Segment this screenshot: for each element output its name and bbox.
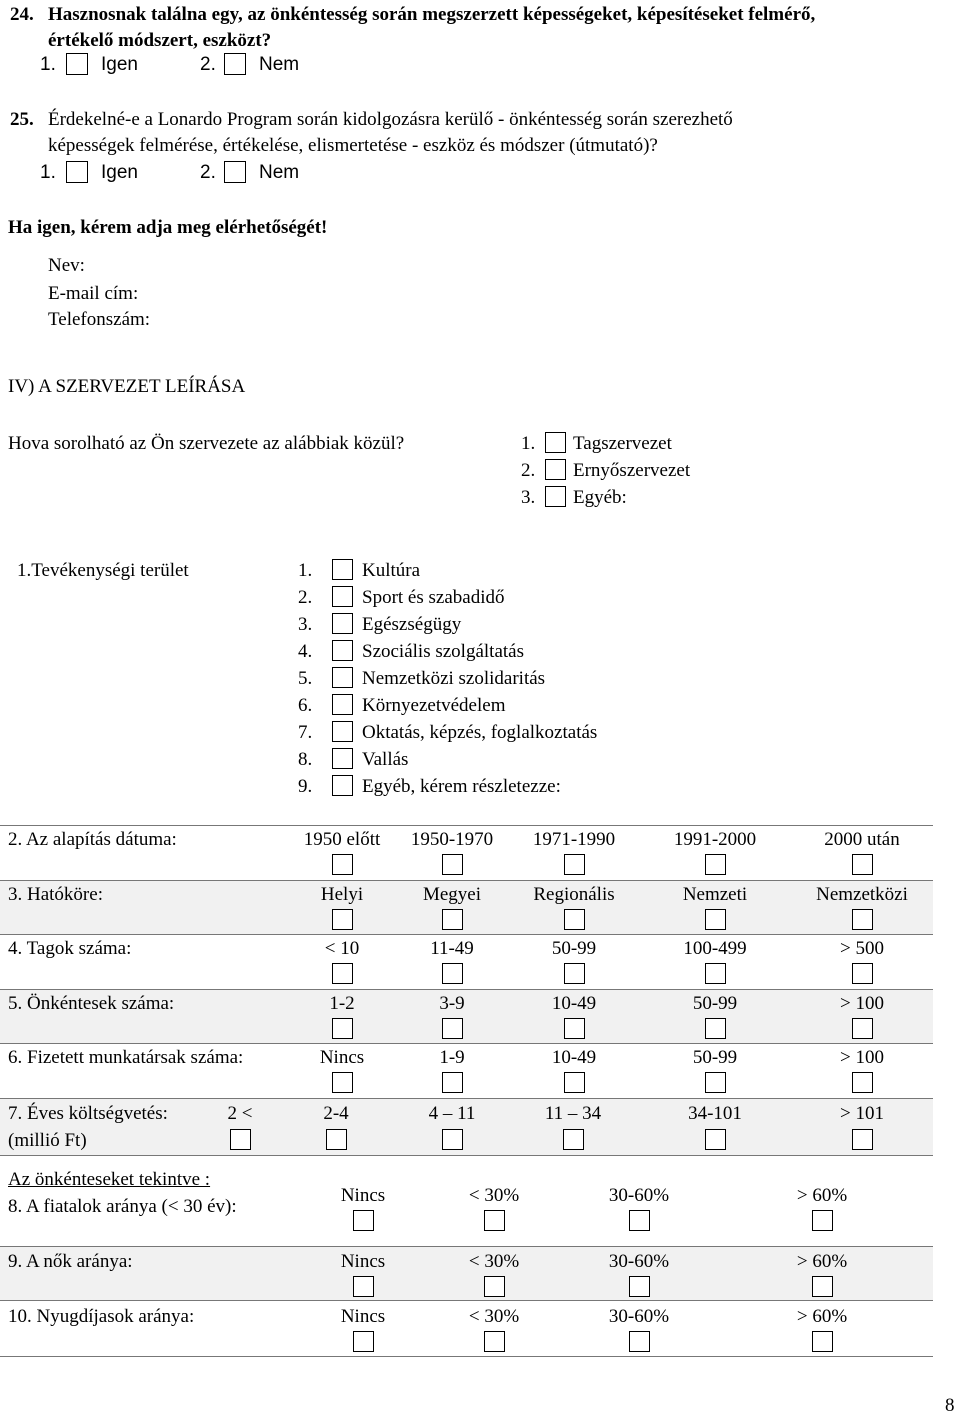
q25-opt2-num: 2.: [200, 162, 216, 183]
volunteer-option-label-1-3: 30-60%: [608, 1185, 670, 1206]
contact-name-label: Nev:: [48, 255, 85, 276]
table-option-checkbox-4-2[interactable]: [442, 1018, 463, 1039]
volunteer-option-checkbox-2-2[interactable]: [484, 1276, 505, 1297]
volunteer-option-label-3-2: < 30%: [468, 1306, 520, 1327]
table-option-label-2-4: Nemzeti: [682, 883, 748, 905]
activity-checkbox-8[interactable]: [332, 748, 353, 769]
volunteer-option-checkbox-3-2[interactable]: [484, 1331, 505, 1352]
volunteer-option-checkbox-1-4[interactable]: [812, 1210, 833, 1231]
table-option-checkbox-2-3[interactable]: [564, 909, 585, 930]
page-number: 8: [945, 1395, 955, 1416]
budget-option-label-5: 34-101: [688, 1103, 742, 1124]
table-option-label-2-3: Regionális: [533, 883, 615, 905]
table-option-checkbox-3-1[interactable]: [332, 963, 353, 984]
table-option-checkbox-3-2[interactable]: [442, 963, 463, 984]
q24-nem-checkbox[interactable]: [224, 53, 246, 75]
activity-num-7: 7.: [298, 722, 313, 743]
volunteer-option-checkbox-3-4[interactable]: [812, 1331, 833, 1352]
table-option-label-3-1: < 10: [324, 938, 360, 960]
activity-label-5: Nemzetközi szolidaritás: [362, 668, 546, 689]
q25-text-line2: képességek felmérése, értékelése, elismertetése - eszköz és módszer (útmutató)?: [48, 135, 658, 156]
q25-igen-checkbox[interactable]: [66, 161, 88, 183]
activity-num-9: 9.: [298, 776, 313, 797]
contact-phone-label: Telefonszám:: [48, 309, 151, 330]
org-type-label-1: Tagszervezet: [573, 433, 672, 454]
org-type-num-3: 3.: [521, 487, 536, 508]
activity-label-9: Egyéb, kérem részletezze:: [362, 776, 561, 797]
table-row-label-4: 5. Önkéntesek száma:: [8, 992, 175, 1014]
table-row-label-5: 6. Fizetett munkatársak száma:: [8, 1047, 244, 1069]
volunteer-option-checkbox-3-3[interactable]: [629, 1331, 650, 1352]
q25-opt2-label: Nem: [259, 162, 300, 183]
q24-number: 24.: [10, 4, 34, 25]
table-option-label-5-1: Nincs: [319, 1047, 365, 1069]
volunteers-heading: Az önkénteseket tekintve :: [8, 1169, 211, 1190]
activity-num-2: 2.: [298, 587, 313, 608]
activity-label-6: Környezetvédelem: [362, 695, 506, 716]
q24-opt1-label: Igen: [101, 54, 138, 75]
budget-option-checkbox-6[interactable]: [852, 1129, 873, 1150]
table-row-divider-3: [0, 989, 933, 990]
q25-nem-checkbox[interactable]: [224, 161, 246, 183]
activity-num-4: 4.: [298, 641, 313, 662]
activity-checkbox-5[interactable]: [332, 667, 353, 688]
table-option-checkbox-5-2[interactable]: [442, 1072, 463, 1093]
activity-num-3: 3.: [298, 614, 313, 635]
table-option-checkbox-2-5[interactable]: [852, 909, 873, 930]
q24-text-line2: értékelő módszert, eszközt?: [48, 30, 272, 51]
volunteer-option-checkbox-1-3[interactable]: [629, 1210, 650, 1231]
activity-num-1: 1.: [298, 560, 313, 581]
table-row-divider-2: [0, 934, 933, 935]
table-option-checkbox-1-3[interactable]: [564, 854, 585, 875]
activity-checkbox-4[interactable]: [332, 640, 353, 661]
table-option-checkbox-1-5[interactable]: [852, 854, 873, 875]
org-type-num-2: 2.: [521, 460, 536, 481]
contact-prompt: Ha igen, kérem adja meg elérhetőségét!: [8, 217, 328, 238]
table-option-checkbox-3-3[interactable]: [564, 963, 585, 984]
table-option-label-2-2: Megyei: [422, 883, 482, 905]
volunteer-option-label-3-1: Nincs: [340, 1306, 386, 1327]
q24-opt2-num: 2.: [200, 54, 216, 75]
org-type-label-3: Egyéb:: [573, 487, 627, 508]
budget-option-label-4: 11 – 34: [544, 1103, 602, 1124]
table-row-divider-8: [0, 1300, 933, 1301]
table-option-label-5-3: 10-49: [551, 1047, 597, 1069]
org-type-label-2: Ernyőszervezet: [573, 460, 691, 481]
table-option-label-5-5: > 100: [840, 1047, 884, 1069]
q24-text-line1: Hasznosnak találna egy, az önkéntesség során megszerzett képességeket, képesítéseket felmérő,: [48, 4, 816, 25]
activity-checkbox-1[interactable]: [332, 559, 353, 580]
budget-option-checkbox-3[interactable]: [442, 1129, 463, 1150]
table-option-checkbox-1-2[interactable]: [442, 854, 463, 875]
budget-option-checkbox-5[interactable]: [705, 1129, 726, 1150]
budget-option-checkbox-2[interactable]: [326, 1129, 347, 1150]
table-option-checkbox-5-5[interactable]: [852, 1072, 873, 1093]
section-title: IV) A SZERVEZET LEÍRÁSA: [8, 376, 246, 397]
volunteer-option-checkbox-2-3[interactable]: [629, 1276, 650, 1297]
volunteer-option-label-2-4: > 60%: [796, 1251, 848, 1272]
table-option-checkbox-2-1[interactable]: [332, 909, 353, 930]
table-option-checkbox-1-1[interactable]: [332, 854, 353, 875]
q24-opt1-num: 1.: [40, 54, 56, 75]
table-row-label-3: 4. Tagok száma:: [8, 938, 132, 960]
table-option-label-2-5: Nemzetközi: [816, 883, 908, 905]
table-option-label-3-2: 11-49: [430, 938, 474, 960]
activity-label-8: Vallás: [362, 749, 409, 770]
q25-text-line1: Érdekelné-e a Lonardo Program során kidolgozásra kerülő - önkéntesség során szerezhető: [48, 109, 733, 130]
table-row-divider-5: [0, 1098, 933, 1099]
budget-option-checkbox-4[interactable]: [563, 1129, 584, 1150]
activity-checkbox-3[interactable]: [332, 613, 353, 634]
table-top-divider: [0, 825, 933, 826]
table-option-label-3-5: > 500: [840, 938, 884, 960]
table-option-checkbox-3-5[interactable]: [852, 963, 873, 984]
table-row-divider-9: [0, 1356, 933, 1357]
table-option-label-4-5: > 100: [840, 992, 884, 1014]
volunteer-option-label-3-3: 30-60%: [608, 1306, 670, 1327]
table-option-checkbox-5-4[interactable]: [705, 1072, 726, 1093]
activity-label-2: Sport és szabadidő: [362, 587, 505, 608]
activity-label-3: Egészségügy: [362, 614, 462, 635]
org-type-checkbox-2[interactable]: [545, 459, 566, 480]
activity-num-5: 5.: [298, 668, 313, 689]
budget-option-label-3: 4 – 11: [428, 1103, 476, 1124]
table-option-label-3-3: 50-99: [551, 938, 597, 960]
q25-opt1-num: 1.: [40, 162, 56, 183]
volunteer-option-label-1-1: Nincs: [340, 1185, 386, 1206]
activity-label: 1.Tevékenységi terület: [17, 560, 189, 581]
budget-option-label-6: > 101: [840, 1103, 884, 1124]
table-option-checkbox-5-3[interactable]: [564, 1072, 585, 1093]
volunteer-option-checkbox-2-1[interactable]: [353, 1276, 374, 1297]
table-row-divider-6: [0, 1155, 933, 1156]
activity-label-7: Oktatás, képzés, foglalkoztatás: [362, 722, 598, 743]
activity-num-8: 8.: [298, 749, 313, 770]
table-option-checkbox-2-2[interactable]: [442, 909, 463, 930]
table-row-divider-1: [0, 880, 933, 881]
volunteer-option-label-2-3: 30-60%: [608, 1251, 670, 1272]
table-row-label-2: 3. Hatóköre:: [8, 883, 103, 905]
table-option-label-4-3: 10-49: [551, 992, 597, 1014]
activity-label-4: Szociális szolgáltatás: [362, 641, 524, 662]
org-type-num-1: 1.: [521, 433, 536, 454]
org-type-question: Hova sorolható az Ön szervezete az alábbiak közül?: [8, 433, 405, 454]
activity-checkbox-2[interactable]: [332, 586, 353, 607]
budget-option-label-2: 2-4: [323, 1103, 349, 1124]
table-option-label-2-1: Helyi: [320, 883, 364, 905]
volunteer-option-checkbox-1-2[interactable]: [484, 1210, 505, 1231]
table-option-checkbox-4-4[interactable]: [705, 1018, 726, 1039]
org-type-checkbox-3[interactable]: [545, 486, 566, 507]
budget-label-line1: 7. Éves költségvetés:: [8, 1103, 168, 1124]
table-option-label-4-2: 3-9: [439, 992, 465, 1014]
budget-option-checkbox-1[interactable]: [230, 1129, 251, 1150]
table-option-label-1-1: 1950 előtt: [303, 829, 381, 850]
q25-opt1-label: Igen: [101, 162, 138, 183]
volunteer-option-checkbox-1-1[interactable]: [353, 1210, 374, 1231]
row-band-women: [0, 1246, 933, 1300]
volunteer-option-label-3-4: > 60%: [796, 1306, 848, 1327]
activity-checkbox-9[interactable]: [332, 775, 353, 796]
contact-email-label: E-mail cím:: [48, 283, 139, 304]
table-option-checkbox-2-4[interactable]: [705, 909, 726, 930]
table-option-checkbox-4-5[interactable]: [852, 1018, 873, 1039]
org-type-checkbox-1[interactable]: [545, 432, 566, 453]
table-row-divider-4: [0, 1043, 933, 1044]
table-row-label-1: 2. Az alapítás dátuma:: [8, 829, 177, 850]
activity-checkbox-7[interactable]: [332, 721, 353, 742]
table-row-divider-7: [0, 1246, 933, 1247]
volunteer-option-label-2-1: Nincs: [340, 1251, 386, 1272]
volunteer-option-label-1-2: < 30%: [468, 1185, 520, 1206]
q24-igen-checkbox[interactable]: [66, 53, 88, 75]
volunteer-row-label-3: 10. Nyugdíjasok aránya:: [8, 1306, 195, 1327]
activity-checkbox-6[interactable]: [332, 694, 353, 715]
table-option-label-5-4: 50-99: [692, 1047, 738, 1069]
table-option-label-3-4: 100-499: [683, 938, 747, 960]
activity-label-1: Kultúra: [362, 560, 421, 581]
table-option-checkbox-4-1[interactable]: [332, 1018, 353, 1039]
budget-label-line2: (millió Ft): [8, 1130, 87, 1151]
volunteer-row-label-2: 9. A nők aránya:: [8, 1251, 133, 1272]
q25-number: 25.: [10, 109, 34, 130]
table-option-label-1-4: 1991-2000: [673, 829, 757, 850]
volunteer-option-checkbox-2-4[interactable]: [812, 1276, 833, 1297]
q24-opt2-label: Nem: [259, 54, 300, 75]
volunteer-option-label-1-4: > 60%: [796, 1185, 848, 1206]
table-option-label-1-3: 1971-1990: [532, 829, 616, 850]
table-option-label-5-2: 1-9: [439, 1047, 465, 1069]
table-option-label-4-1: 1-2: [329, 992, 355, 1014]
table-option-checkbox-3-4[interactable]: [705, 963, 726, 984]
table-option-checkbox-1-4[interactable]: [705, 854, 726, 875]
volunteer-row-label-1: 8. A fiatalok aránya (< 30 év):: [8, 1196, 237, 1217]
volunteer-option-label-2-2: < 30%: [468, 1251, 520, 1272]
table-option-checkbox-5-1[interactable]: [332, 1072, 353, 1093]
table-option-label-4-4: 50-99: [692, 992, 738, 1014]
activity-num-6: 6.: [298, 695, 313, 716]
table-option-checkbox-4-3[interactable]: [564, 1018, 585, 1039]
volunteer-option-checkbox-3-1[interactable]: [353, 1331, 374, 1352]
table-option-label-1-5: 2000 után: [824, 829, 900, 850]
table-option-label-1-2: 1950-1970: [410, 829, 494, 850]
budget-option-label-1: 2 <: [227, 1103, 253, 1124]
